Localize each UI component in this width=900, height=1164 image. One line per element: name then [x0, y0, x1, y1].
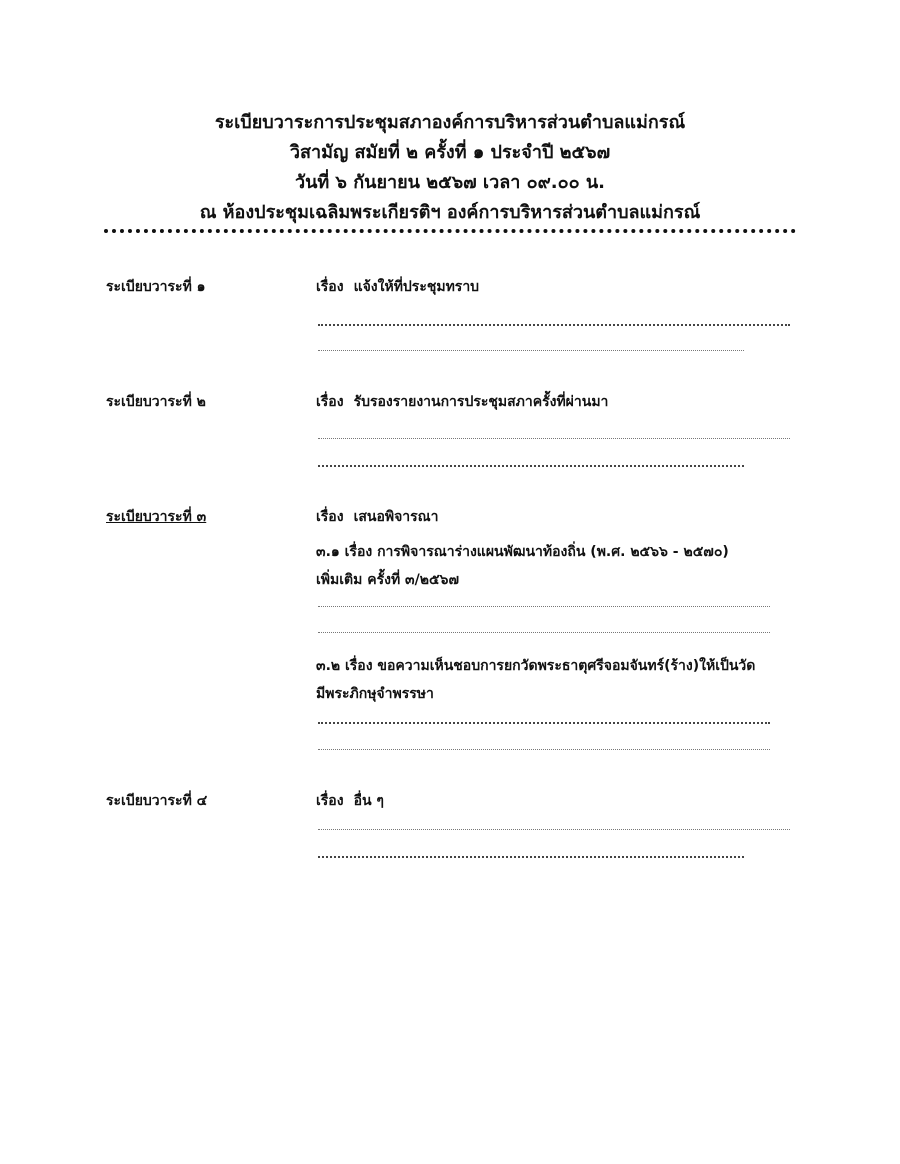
- agenda-3-topic: [316, 506, 439, 528]
- header-session: วิสามัญ สมัยที่ ๒ ครั้งที่ ๑ ประจำปี ๒๕๖๗: [289, 142, 611, 163]
- agenda-4-label: ระเบียบวาระที่ ๔: [106, 793, 208, 809]
- header-divider: [104, 229, 796, 233]
- agenda-4-fill-line-2: [318, 856, 744, 858]
- agenda-3-subitem-1: [316, 538, 796, 594]
- agenda-3-subitem-2-line-1: ๓.๒ เรื่อง ขอความเห็นชอบการยกวัดพระธาตุศรีจอมจันทร์(ร้าง)ให้เป็นวัด: [316, 658, 756, 674]
- agenda-2-label: ระเบียบวาระที่ ๒: [106, 394, 206, 410]
- agenda-3-subitem-1-fill-line-1: [318, 606, 770, 607]
- agenda-3-subitem-2-fill-line-2: [318, 749, 770, 750]
- agenda-1-label: ระเบียบวาระที่ ๑: [106, 279, 206, 295]
- agenda-3-subitem-2: [316, 652, 796, 708]
- agenda-3-subitem-2-line-2: มีพระภิกษุจำพรรษา: [316, 686, 434, 702]
- agenda-2-fill-line-1: [318, 438, 790, 439]
- agenda-3-subitem-2-fill-line-1: [318, 722, 770, 724]
- agenda-2-topic-keyword: เรื่อง: [316, 394, 344, 410]
- agenda-3-subitem-1-fill-line-2: [318, 632, 770, 633]
- document-header: [100, 108, 800, 228]
- agenda-2-topic: [316, 391, 608, 413]
- agenda-1-topic-keyword: เรื่อง: [316, 279, 344, 295]
- header-title: ระเบียบวาระการประชุมสภาองค์การบริหารส่วนตำบลแม่กรณ์: [214, 112, 686, 133]
- agenda-2-fill-line-2: [318, 465, 744, 467]
- agenda-1-fill-line-2: [318, 350, 744, 351]
- agenda-3-label: ระเบียบวาระที่ ๓: [106, 509, 207, 525]
- agenda-1-topic-text: แจ้งให้ที่ประชุมทราบ: [353, 279, 480, 295]
- agenda-4-fill-line-1: [318, 829, 790, 830]
- agenda-3-topic-keyword: เรื่อง: [316, 509, 344, 525]
- agenda-4-topic-keyword: เรื่อง: [316, 793, 344, 809]
- agenda-4-topic-text: อื่น ๆ: [353, 793, 384, 809]
- header-venue: ณ ห้องประชุมเฉลิมพระเกียรติฯ องค์การบริหารส่วนตำบลแม่กรณ์: [199, 202, 701, 223]
- agenda-3-subitem-1-line-2: เพิ่มเติม ครั้งที่ ๓/๒๕๖๗: [316, 572, 459, 588]
- agenda-3-topic-text: เสนอพิจารณา: [353, 509, 439, 525]
- header-date-time: วันที่ ๖ กันยายน ๒๕๖๗ เวลา ๐๙.๐๐ น.: [295, 172, 605, 193]
- agenda-4-topic: [316, 790, 384, 812]
- agenda-1-topic: [316, 276, 479, 298]
- agenda-1-fill-line-1: [318, 324, 790, 326]
- agenda-2-topic-text: รับรองรายงานการประชุมสภาครั้งที่ผ่านมา: [353, 394, 609, 410]
- agenda-3-subitem-1-line-1: ๓.๑ เรื่อง การพิจารณาร่างแผนพัฒนาท้องถิ่น (พ.ศ. ๒๕๖๖ - ๒๕๗๐): [316, 544, 729, 560]
